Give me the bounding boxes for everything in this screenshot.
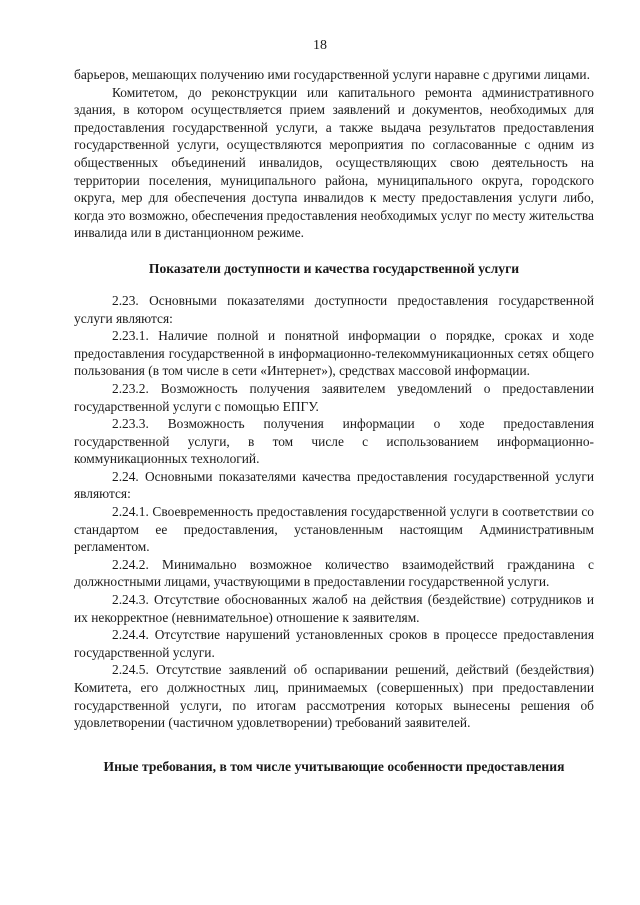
paragraph-2-23-3: 2.23.3. Возможность получения информации о ходе предоставления государственной услуги, в том числе с использованием информационно-коммуникационных технологий. <box>74 416 594 467</box>
paragraph-continuation: барьеров, мешающих получению ими государственной услуги наравне с другими лицами. <box>74 67 590 82</box>
paragraph-2-23: 2.23. Основными показателями доступности предоставления государственной услуги являются: <box>74 292 594 326</box>
paragraph-2-24-3: 2.24.3. Отсутствие обоснованных жалоб на действия (бездействие) сотрудников и их некорректное (невнимательное) отношение к заявителям. <box>74 592 594 625</box>
paragraph-2-24: 2.24. Основными показателями качества предоставления государственной услуги являются: <box>74 468 594 502</box>
section-heading-accessibility: Показатели доступности и качества государственной услуги <box>148 260 520 276</box>
paragraph-2-24-4: 2.24.4. Отсутствие нарушений установленных сроков в процессе предоставления государственной услуги. <box>74 627 594 660</box>
page-number: 18 <box>313 38 327 53</box>
paragraph-2-24-2: 2.24.2. Минимально возможное количество взаимодействий гражданина с должностными лицами, участвующими в предоставлении государственной услуги. <box>74 556 594 590</box>
paragraph-2-24-5: 2.24.5. Отсутствие заявлений об оспаривании решений, действий (бездействия) Комитета, его должностных лиц, принимаемых (совершенных) при предоставлении государственной услуги, по итогам рассмотрения которых вынесены решения об удовлетворении (частичном удовлетворении) требований заявителей. <box>74 662 594 731</box>
section-heading-other-requirements: Иные требования, в том числе учитывающие особенности предоставления <box>103 758 565 774</box>
paragraph-2-23-1: 2.23.1. Наличие полной и понятной информации о порядке, сроках и ходе предоставления государственной в информационно-телекоммуникационных сетях общего пользования (в том числе в сети «Интернет»), средствах массовой информации. <box>74 328 594 379</box>
paragraph-2-23-2: 2.23.2. Возможность получения заявителем уведомлений о предоставлении государственной услуги с помощью ЕПГУ. <box>74 380 594 414</box>
paragraph-committee: Комитетом, до реконструкции или капитального ремонта административного здания, в котором осуществляется прием заявлений и документов, необходимых для предоставления государственной услуги, а также выдача результатов предоставления государственной услуги, осуществляются мероприятия по согласованные с одним из общественных объединений инвалидов, осуществляющих свою деятельность на территории поселения, муниципального района, муниципального округа, городского округа, мер для обеспечения доступа инвалидов к месту предоставления услуги либо, когда это возможно, обеспечения предоставления необходимых услуг по месту жительства инвалида или в дистанционном режиме. <box>74 84 594 241</box>
document-body <box>74 66 594 790</box>
paragraph-2-24-1: 2.24.1. Своевременность предоставления государственной услуги в соответствии со стандартом ее предоставления, установленным настоящим Административным регламентом. <box>74 504 594 555</box>
